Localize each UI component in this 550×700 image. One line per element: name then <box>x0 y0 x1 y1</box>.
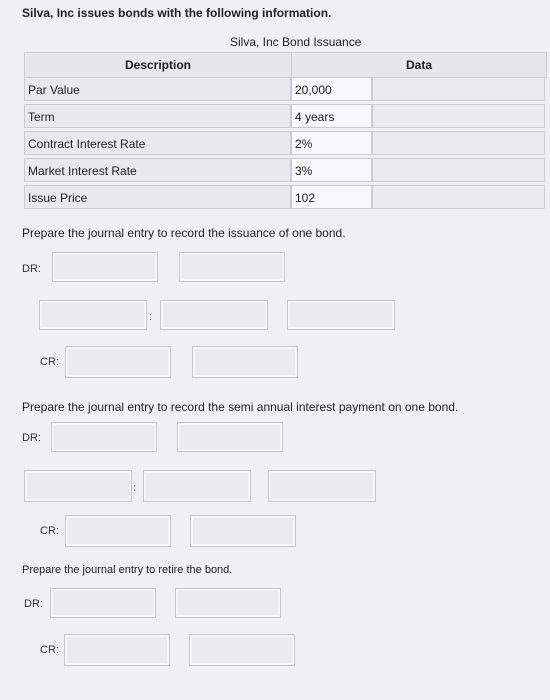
dr-label: DR: <box>22 263 41 275</box>
cr-account-input[interactable] <box>64 634 170 666</box>
cr-label: CR: <box>40 525 59 537</box>
question-issuance: Prepare the journal entry to record the issuance of one bond. <box>22 226 346 240</box>
colon-separator: : <box>133 482 137 494</box>
dr-amount-input[interactable] <box>179 252 285 282</box>
dr-account-input[interactable] <box>52 252 158 282</box>
cr-amount-input[interactable] <box>190 515 296 547</box>
dr-extra-input[interactable] <box>268 470 376 502</box>
row-filler <box>372 158 545 182</box>
header-data: Data <box>291 52 547 78</box>
dr-extra-input[interactable] <box>24 470 132 502</box>
cr-account-input[interactable] <box>65 346 171 378</box>
row-label: Issue Price <box>24 185 291 209</box>
dr-extra-input[interactable] <box>39 300 147 330</box>
row-value: 4 years <box>291 104 372 128</box>
dr-label: DR: <box>22 432 41 444</box>
row-label: Market Interest Rate <box>24 158 291 182</box>
bond-table <box>24 52 547 214</box>
intro-text: Silva, Inc issues bonds with the following information. <box>22 6 332 20</box>
dr-extra-input[interactable] <box>143 470 251 502</box>
cr-label: CR: <box>40 356 59 368</box>
row-label: Par Value <box>24 77 291 101</box>
cr-amount-input[interactable] <box>189 634 295 666</box>
cr-label: CR: <box>40 644 59 656</box>
cr-account-input[interactable] <box>65 515 171 547</box>
row-filler <box>372 131 545 155</box>
row-value: 102 <box>291 185 372 209</box>
colon-separator: : <box>149 311 153 323</box>
table-title: Silva, Inc Bond Issuance <box>230 35 362 49</box>
dr-extra-input[interactable] <box>160 300 268 330</box>
dr-amount-input[interactable] <box>175 588 281 618</box>
header-description: Description <box>24 52 292 78</box>
row-label: Term <box>24 104 291 128</box>
row-filler <box>372 185 545 209</box>
question-interest-payment: Prepare the journal entry to record the semi annual interest payment on one bond. <box>22 400 459 414</box>
dr-amount-input[interactable] <box>177 422 283 452</box>
dr-account-input[interactable] <box>51 422 157 452</box>
question-retire-bond: Prepare the journal entry to retire the bond. <box>22 564 233 576</box>
dr-extra-input[interactable] <box>287 300 395 330</box>
row-value: 3% <box>291 158 372 182</box>
cr-amount-input[interactable] <box>192 346 298 378</box>
row-label: Contract Interest Rate <box>24 131 291 155</box>
row-value: 2% <box>291 131 372 155</box>
row-value: 20,000 <box>291 77 372 101</box>
dr-label: DR: <box>24 598 43 610</box>
row-filler <box>372 77 545 101</box>
dr-account-input[interactable] <box>50 588 156 618</box>
row-filler <box>372 104 545 128</box>
